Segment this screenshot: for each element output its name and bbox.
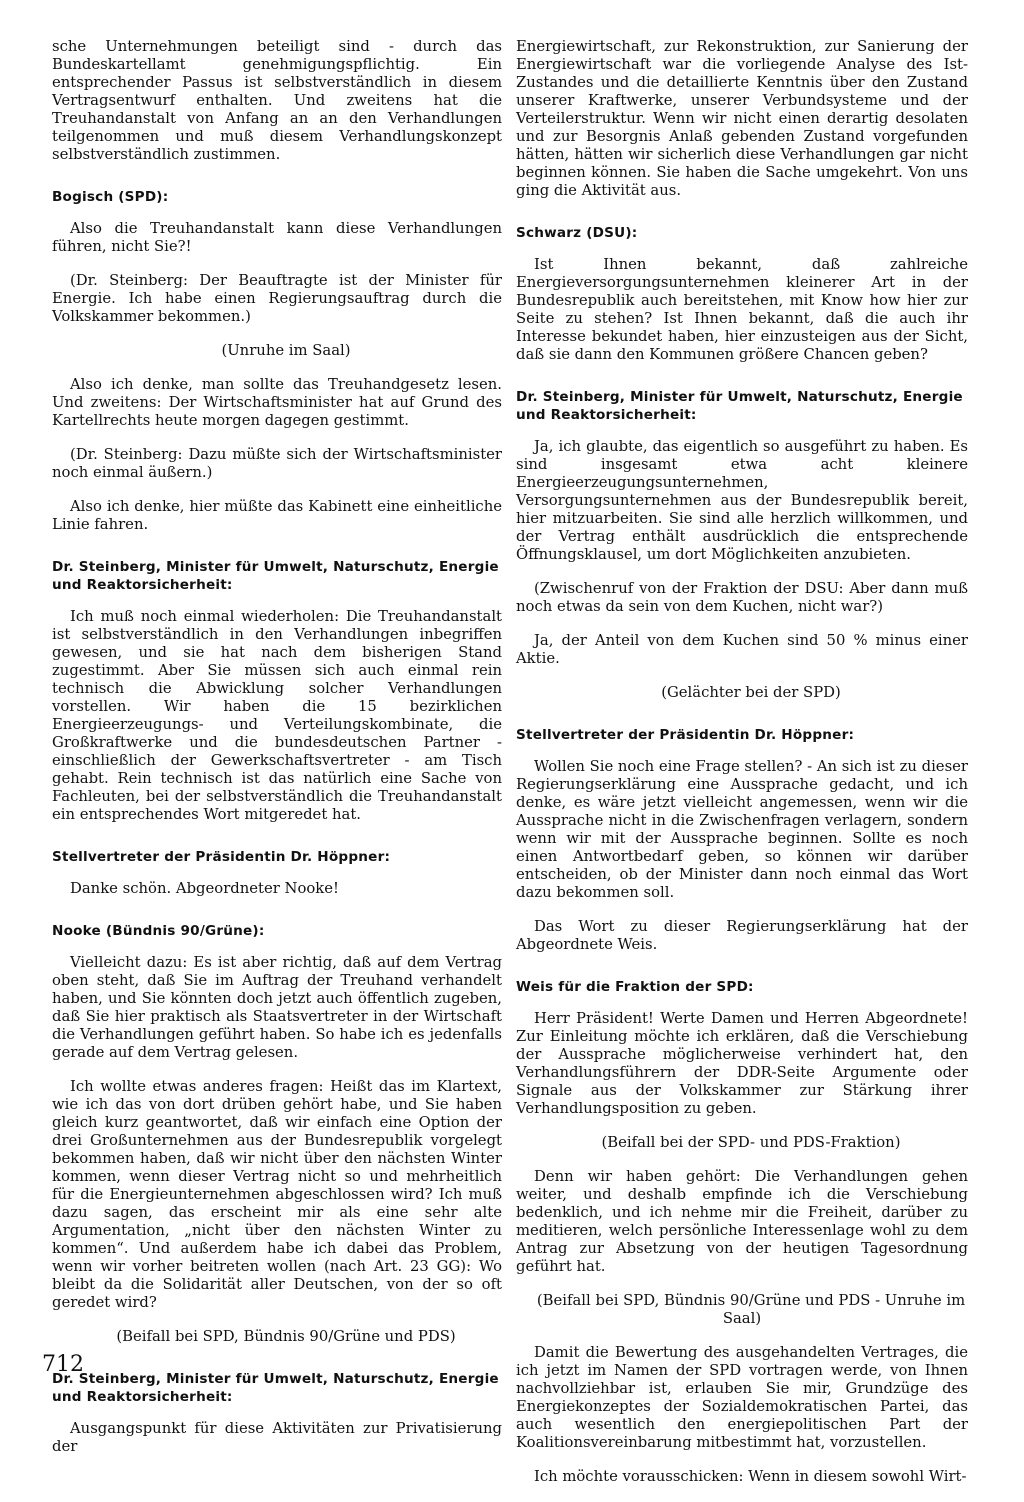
paragraph: Ist Ihnen bekannt, daß zahlreiche Energieversorgungsunternehmen kleinerer Art in der Bundesrepublik auch bereitstehen, mit Know how hier zur Seite zu stehen? Ist Ihnen bekannt, daß die auch ihr Interesse bekundet haben, hier einzusteigen aus der Sicht, daß sie dann den Kommunen größere Chancen geben?: [516, 256, 968, 363]
speaker-heading: Stellvertreter der Präsidentin Dr. Höppner:: [516, 727, 855, 743]
speaker-heading: Schwarz (DSU):: [516, 225, 638, 241]
speaker-heading: Nooke (Bündnis 90/Grüne):: [52, 923, 265, 939]
speaker-heading: Dr. Steinberg, Minister für Umwelt, Naturschutz, Energie und Reaktorsicherheit:: [516, 389, 963, 423]
page-number: 712: [42, 1352, 84, 1377]
paragraph: Vielleicht dazu: Es ist aber richtig, daß auf dem Vertrag oben steht, daß Sie im Auftrag der Treuhand verhandelt haben, und Sie könnten doch jetzt auch öffentlich zugeben, daß Sie hier praktisch als Staatsvertreter in der Wirtschaft die Verhandlungen geführt haben. So habe ich es jedenfalls gerade auf dem Vertrag gelesen.: [52, 954, 502, 1061]
interjection: (Beifall bei SPD, Bündnis 90/Grüne und PDS - Unruhe im Saal): [536, 1292, 966, 1327]
paragraph: Ich möchte vorausschicken: Wenn in diesem sowohl Wirt-: [534, 1468, 967, 1485]
left-column: [52, 38, 502, 1472]
interjection: (Gelächter bei der SPD): [661, 684, 841, 701]
paragraph: Wollen Sie noch eine Frage stellen? - An sich ist zu dieser Regierungserklärung eine Aussprache gedacht, und ich denke, es wäre jetzt vielleicht angemessen, wenn wir die Aussprache nicht in die Zwischenfragen verlagern, sondern wenn wir mit der Aussprache beginnen. Sollte es noch einen Antwortbedarf geben, so können wir darüber entscheiden, ob der Minister dann noch einmal das Wort dazu bekommen soll.: [516, 758, 968, 901]
paragraph: Also ich denke, man sollte das Treuhandgesetz lesen. Und zweitens: Der Wirtschaftsminister hat auf Grund des Kartellrechts heute morgen dagegen gestimmt.: [52, 376, 502, 429]
interjection: (Beifall bei SPD, Bündnis 90/Grüne und PDS): [116, 1328, 456, 1345]
interjection: (Beifall bei der SPD- und PDS-Fraktion): [601, 1134, 901, 1151]
paragraph: Also ich denke, hier müßte das Kabinett eine einheitliche Linie fahren.: [52, 498, 502, 533]
speaker-heading: Weis für die Fraktion der SPD:: [516, 979, 754, 995]
paragraph: sche Unternehmungen beteiligt sind - durch das Bundeskartellamt genehmigungspflichtig. Ein entsprechender Passus ist selbstverständlich in diesem Vertragsentwurf enthalten. Und zweitens hat die Treuhandanstalt von Anfang an an den Verhandlungen teilgenommen und muß diesem Verhandlungskonzept selbstverständlich zustimmen.: [52, 38, 502, 163]
interjection: (Zwischenruf von der Fraktion der DSU: Aber dann muß noch etwas da sein von dem Kuchen, nicht war?): [516, 580, 968, 615]
paragraph: Ja, ich glaubte, das eigentlich so ausgeführt zu haben. Es sind insgesamt etwa acht kleinere Energieerzeugungsunternehmen, Versorgungsunternehmen aus der Bundesrepublik bereit, hier mitzuarbeiten. Sie sind alle herzlich willkommen, und der Vertrag enthält ausdrücklich die entsprechende Öffnungsklausel, um dort Möglichkeiten anzubieten.: [516, 438, 968, 563]
paragraph: Herr Präsident! Werte Damen und Herren Abgeordnete! Zur Einleitung möchte ich erklären, daß die Verschiebung der Aussprache möglicherweise verhindert hat, den Verhandlungsführern der DDR-Seite Argumente oder Signale aus der Volkskammer zur Stärkung ihrer Verhandlungsposition zu geben.: [516, 1010, 968, 1117]
paragraph: Ich muß noch einmal wiederholen: Die Treuhandanstalt ist selbstverständlich in den Verhandlungen inbegriffen gewesen, und sie hat nach dem bisherigen Stand zugestimmt. Aber Sie müssen sich auch einmal rein technisch die Abwicklung solcher Verhandlungen vorstellen. Wir haben die 15 bezirklichen Energieerzeugungs- und Verteilungskombinate, die Großkraftwerke und die bundesdeutschen Partner - einschließlich der Gewerkschaftsvertreter - am Tisch gehabt. Rein technisch ist das natürlich eine Sache von Fachleuten, bei der selbstverständlich die Treuhandanstalt ein entsprechendes Wort mitgeredet hat.: [52, 608, 502, 823]
paragraph: Ja, der Anteil von dem Kuchen sind 50 % minus einer Aktie.: [516, 632, 968, 667]
right-column: [516, 38, 968, 1502]
speaker-heading: Dr. Steinberg, Minister für Umwelt, Naturschutz, Energie und Reaktorsicherheit:: [52, 1371, 499, 1405]
paragraph: Danke schön. Abgeordneter Nooke!: [70, 880, 339, 897]
interjection: (Dr. Steinberg: Dazu müßte sich der Wirtschaftsminister noch einmal äußern.): [52, 446, 502, 481]
interjection: (Unruhe im Saal): [221, 342, 351, 359]
speaker-heading: Bogisch (SPD):: [52, 189, 169, 205]
paragraph: Das Wort zu dieser Regierungserklärung hat der Abgeordnete Weis.: [516, 918, 968, 953]
interjection: (Dr. Steinberg: Der Beauftragte ist der Minister für Energie. Ich habe einen Regierungsauftrag durch die Volkskammer bekommen.): [52, 272, 502, 325]
paragraph: Ausgangspunkt für diese Aktivitäten zur Privatisierung der: [52, 1420, 502, 1455]
speaker-heading: Stellvertreter der Präsidentin Dr. Höppner:: [52, 849, 391, 865]
speaker-heading: Dr. Steinberg, Minister für Umwelt, Naturschutz, Energie und Reaktorsicherheit:: [52, 559, 499, 593]
paragraph: Energiewirtschaft, zur Rekonstruktion, zur Sanierung der Energiewirtschaft war die vorliegende Analyse des Ist-Zustandes und die detaillierte Kenntnis über den Zustand unserer Kraftwerke, unserer Verbundsysteme und der Verteilerstruktur. Wenn wir nicht einen derartig desolaten und zur Besorgnis Anlaß gebenden Zustand vorgefunden hätten, hätten wir sicherlich diese Verhandlungen gar nicht beginnen können. Sie haben die Sache umgekehrt. Von uns ging die Aktivität aus.: [516, 38, 968, 199]
paragraph: Denn wir haben gehört: Die Verhandlungen gehen weiter, und deshalb empfinde ich die Verschiebung bedenklich, und ich nehme mir die Freiheit, darüber zu meditieren, welch persönliche Interessenlage wohl zu dem Antrag zur Absetzung von der heutigen Tagesordnung geführt hat.: [516, 1168, 968, 1275]
paragraph: Ich wollte etwas anderes fragen: Heißt das im Klartext, wie ich das von dort drüben gehört habe, und Sie haben gleich kurz geantwortet, daß wir einfach eine Option der drei Großunternehmen aus der Bundesrepublik vorgelegt bekommen haben, daß wir nicht über den nächsten Winter kommen, wenn dieser Vertrag nicht so und mehrheitlich für die Energieunternehmen abgeschlossen wird? Ich muß dazu sagen, das erscheint mir als eine sehr alte Argumentation, „nicht über den nächsten Winter zu kommen“. Und außerdem habe ich dabei das Problem, wenn wir vorher beitreten wollen (nach Art. 23 GG): Wo bleibt da die Solidarität aller Deutschen, von der so oft geredet wird?: [52, 1078, 502, 1311]
paragraph: Also die Treuhandanstalt kann diese Verhandlungen führen, nicht Sie?!: [52, 220, 502, 255]
paragraph: Damit die Bewertung des ausgehandelten Vertrages, die ich jetzt im Namen der SPD vortragen werde, von Ihnen nachvollziehbar ist, erlauben Sie mir, Grundzüge des Energiekonzeptes der Sozialdemokratischen Partei, das auch wesentlich den energiepolitischen Part der Koalitionsvereinbarung mitbestimmt hat, vorzustellen.: [516, 1344, 968, 1451]
